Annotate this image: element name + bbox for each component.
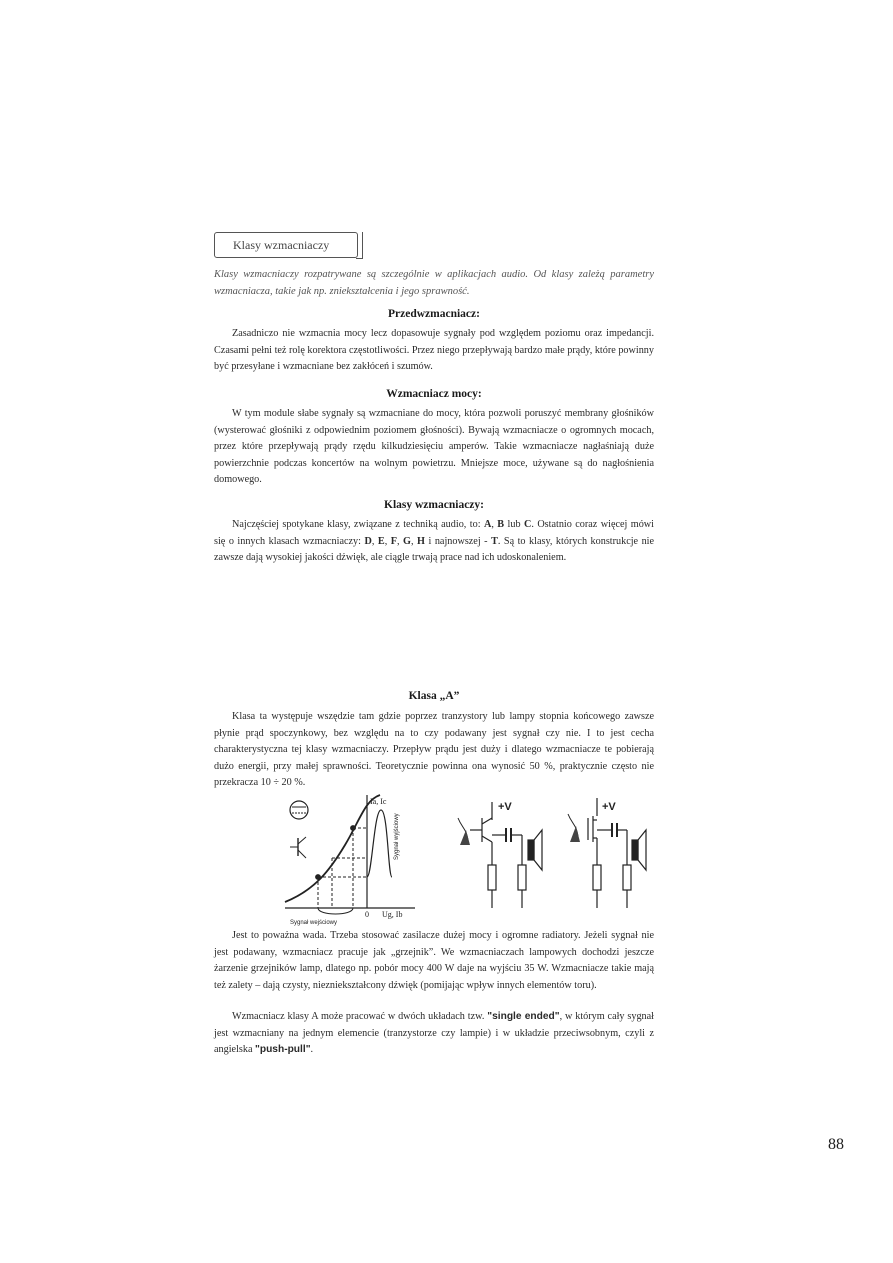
y-axis-label: Ia, Ic — [370, 797, 387, 806]
section-tag-label: Klasy wzmacniaczy — [233, 238, 330, 252]
output-signal-label: Sygnał wyjściowy — [394, 813, 400, 860]
heading-preamplifier: Przedwzmacniacz: — [388, 308, 480, 320]
tube-icon — [290, 801, 308, 819]
class-a-figure — [270, 790, 665, 930]
origin-label: 0 — [365, 910, 369, 919]
class-a-topologies-text: Wzmacniacz klasy A może pracować w dwóch układach tzw. "single ended", w którym cały sygnał jest wzmacniany na jednym elemencie (tranzystorze czy lampie) i w układzie przeciwsobnym, czyli z angielska "push-pull". — [214, 1011, 655, 1055]
amplifier-classes-text: Najczęściej spotykane klasy, związane z techniką audio, to: A, B lub C. Ostatnio coraz więcej mówi się o innych klasach wzmacniaczy: D, E, F, G, H i najnowszej - T. Są to klasy, których konstrukcje nie zawsze dają wysokiej jakości dźwięk, ale ciągle trwają prace nad ich udoskonaleniem. — [214, 519, 655, 563]
page-number: 88 — [828, 1136, 844, 1153]
supply-label-1: +V — [498, 801, 512, 813]
x-axis-label: Ug, Ib — [382, 910, 403, 919]
input-signal-label: Sygnał wejściowy — [290, 920, 338, 926]
intro-text: Klasy wzmacniaczy rozpatrywane są szczególnie w aplikacjach audio. Od klasy zależą parametry wzmacniacza, takie jak np. zniekształcenia i jego sprawność. — [214, 269, 654, 297]
section-tag — [214, 232, 358, 258]
circuit-single-ended-mosfet — [568, 798, 646, 908]
heading-amplifier-classes: Klasy wzmacniaczy: — [384, 499, 484, 511]
preamplifier-text: Zasadniczo nie wzmacnia mocy lecz dopasowuje sygnały pod względem poziomu oraz impedancji. Czasami pełni też rolę korektora częstotliwości. Przez niego przepływają bardzo małe prądy, które powinny być przesyłane i wzmacniane bez zakłóceń i szumów. — [214, 328, 654, 372]
circuit-single-ended-transistor — [458, 802, 542, 908]
supply-label-2: +V — [602, 801, 616, 813]
class-a-drawbacks-text: Jest to poważna wada. Trzeba stosować zasilacze dużej mocy i ogromne radiatory. Jeżeli sygnał nie jest podawany, wzmacniacz pracuje jak „grzejnik”. We wzmacniaczach lampowych dochodzi jeszcze żarzenie grzejników lamp, dlatego np. pobór mocy 400 W daje na wyjściu 35 W. Wzmacniacze takie mają też zalety – dają czysty, niezniekształcony dźwięk (pomijając wpływ innych elementów toru). — [214, 930, 654, 991]
power-amplifier-text: W tym module słabe sygnały są wzmacniane do mocy, która pozwoli poruszyć membrany głośników (wysterować głośniki z odpowiednim poziomem głośności). Bywają wzmacniacze o ogromnych mocach, przez które przepływają prądy rzędu kilkudziesięciu amperów. Takie wzmacniacze nagłaśniają duże powierzchnie podczas koncertów na wolnym powietrzu. Mniejsze moce, używane są do nagłośnienia domowego. — [214, 408, 654, 485]
class-a-text: Klasa ta występuje wszędzie tam gdzie poprzez tranzystory lub lampy stopnia końcowego zawsze płynie prąd spoczynkowy, bez względu na to czy podawany jest sygnał czy nie. I to jest cecha charakterystyczna tej klasy wzmacniaczy. Przepływ prądu jest duży i dlatego wzmacniacze te pobierają dużo energii, przy małej sprawności. Teoretycznie powinna ona wynosić 50 %, praktycznie często nie przekracza 10 ÷ 20 %. — [214, 711, 654, 788]
heading-class-a: Klasa „A” — [408, 690, 460, 702]
heading-power-amplifier: Wzmacniacz mocy: — [386, 388, 482, 400]
